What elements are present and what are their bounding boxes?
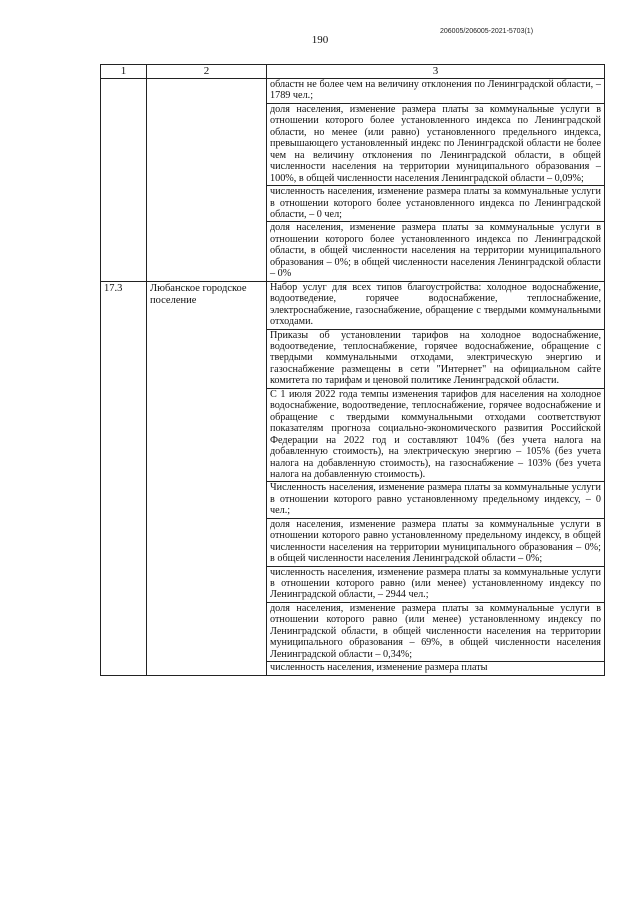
paragraph: Численность населения, изменение размера платы за коммунальные услуги в отношении которого равно установленному предельному индексу, – 0 чел.; xyxy=(267,482,604,518)
description-cell xyxy=(267,281,605,675)
row-number-cell: 17.3 xyxy=(101,281,147,675)
table-row-continuation xyxy=(101,79,605,282)
column-header-1: 1 xyxy=(101,65,147,79)
tariff-table xyxy=(100,64,605,676)
paragraph: областн не более чем на величину отклонения по Ленинградской области, – 1789 чел.; xyxy=(267,79,604,104)
description-cell xyxy=(267,79,605,282)
paragraph: доля населения, изменение размера платы за коммунальные услуги в отношении которого более установленного индекса по Ленинградской области, в общей численности населения на территории муниципального образования – 0%; в общей численности населения Ленинградской области – 0% xyxy=(270,222,601,280)
paragraph: доля населения, изменение размера платы за коммунальные услуги в отношении которого равно установленному предельному индексу, в общей численности населения на территории муниципального образования – 0%; в общей численности населения Ленинградской области – 0%; xyxy=(267,519,604,567)
paragraph: Приказы об установлении тарифов на холодное водоснабжение, водоотведение, теплоснабжение, горячее водоснабжение, обращение с твердыми коммунальными отходами, электрическую энергию и газоснабжение размещены в сети "Интернет" на официальном сайте комитета по тарифам и ценовой политике Ленинградской области. xyxy=(267,330,604,389)
table-header-row xyxy=(101,65,605,79)
row-number-cell xyxy=(101,79,147,282)
page-number: 190 xyxy=(311,34,329,46)
column-header-3: 3 xyxy=(267,65,605,79)
paragraph: численность населения, изменение размера платы xyxy=(270,662,488,674)
column-header-2: 2 xyxy=(147,65,267,79)
table-row-17-3 xyxy=(101,281,605,675)
paragraph: численность населения, изменение размера платы за коммунальные услуги в отношении которого равно (или менее) установленному индексу по Ленинградской области, – 2944 чел.; xyxy=(267,567,604,603)
paragraph: С 1 июля 2022 года темпы изменения тарифов для населения на холодное водоснабжение, водоотведение, теплоснабжение, горячее водоснабжение и обращение с твердыми коммунальными отходами соответствуют показателям прогноза социально-экономического развития Российской Федерации на 2022 год и составляют 104% (без учета налога на добавленную стоимость), на электрическую энергию – 105% (без учета налога на добавленную стоимость), на газоснабжение – 103% (без учета налога на добавленную стоимость). xyxy=(267,389,604,483)
municipality-cell xyxy=(147,79,267,282)
document-id: 206005/206005-2021-5703(1) xyxy=(440,28,534,35)
paragraph: доля населения, изменение размера платы за коммунальные услуги в отношении которого более установленного индекса по Ленинградской области, но менее (или равно) установленного предельного индекса, превышающего установленный индекс по Ленинградской области не более чем на величину отклонения по Ленинградской области, в общей численности населения на территории муниципального образования – 100%, в общей численности населения Ленинградской области – 0,09%; xyxy=(267,104,604,186)
municipality-cell: Любанское городское поселение xyxy=(147,281,267,675)
paragraph: Набор услуг для всех типов благоустройства: холодное водоснабжение, водоотведение, горячее водоснабжение, теплоснабжение, электроснабжение, газоснабжение, обращение с твердыми коммунальными отходами. xyxy=(267,282,604,330)
paragraph: численность населения, изменение размера платы за коммунальные услуги в отношении которого более установленного индекса по Ленинградской области, – 0 чел; xyxy=(267,186,604,222)
paragraph: доля населения, изменение размера платы за коммунальные услуги в отношении которого равно (или менее) установленному индексу по Ленинградской области, в общей численности населения на территории муниципального образования – 69%, в общей численности населения Ленинградской области – 0,34%; xyxy=(267,603,604,662)
